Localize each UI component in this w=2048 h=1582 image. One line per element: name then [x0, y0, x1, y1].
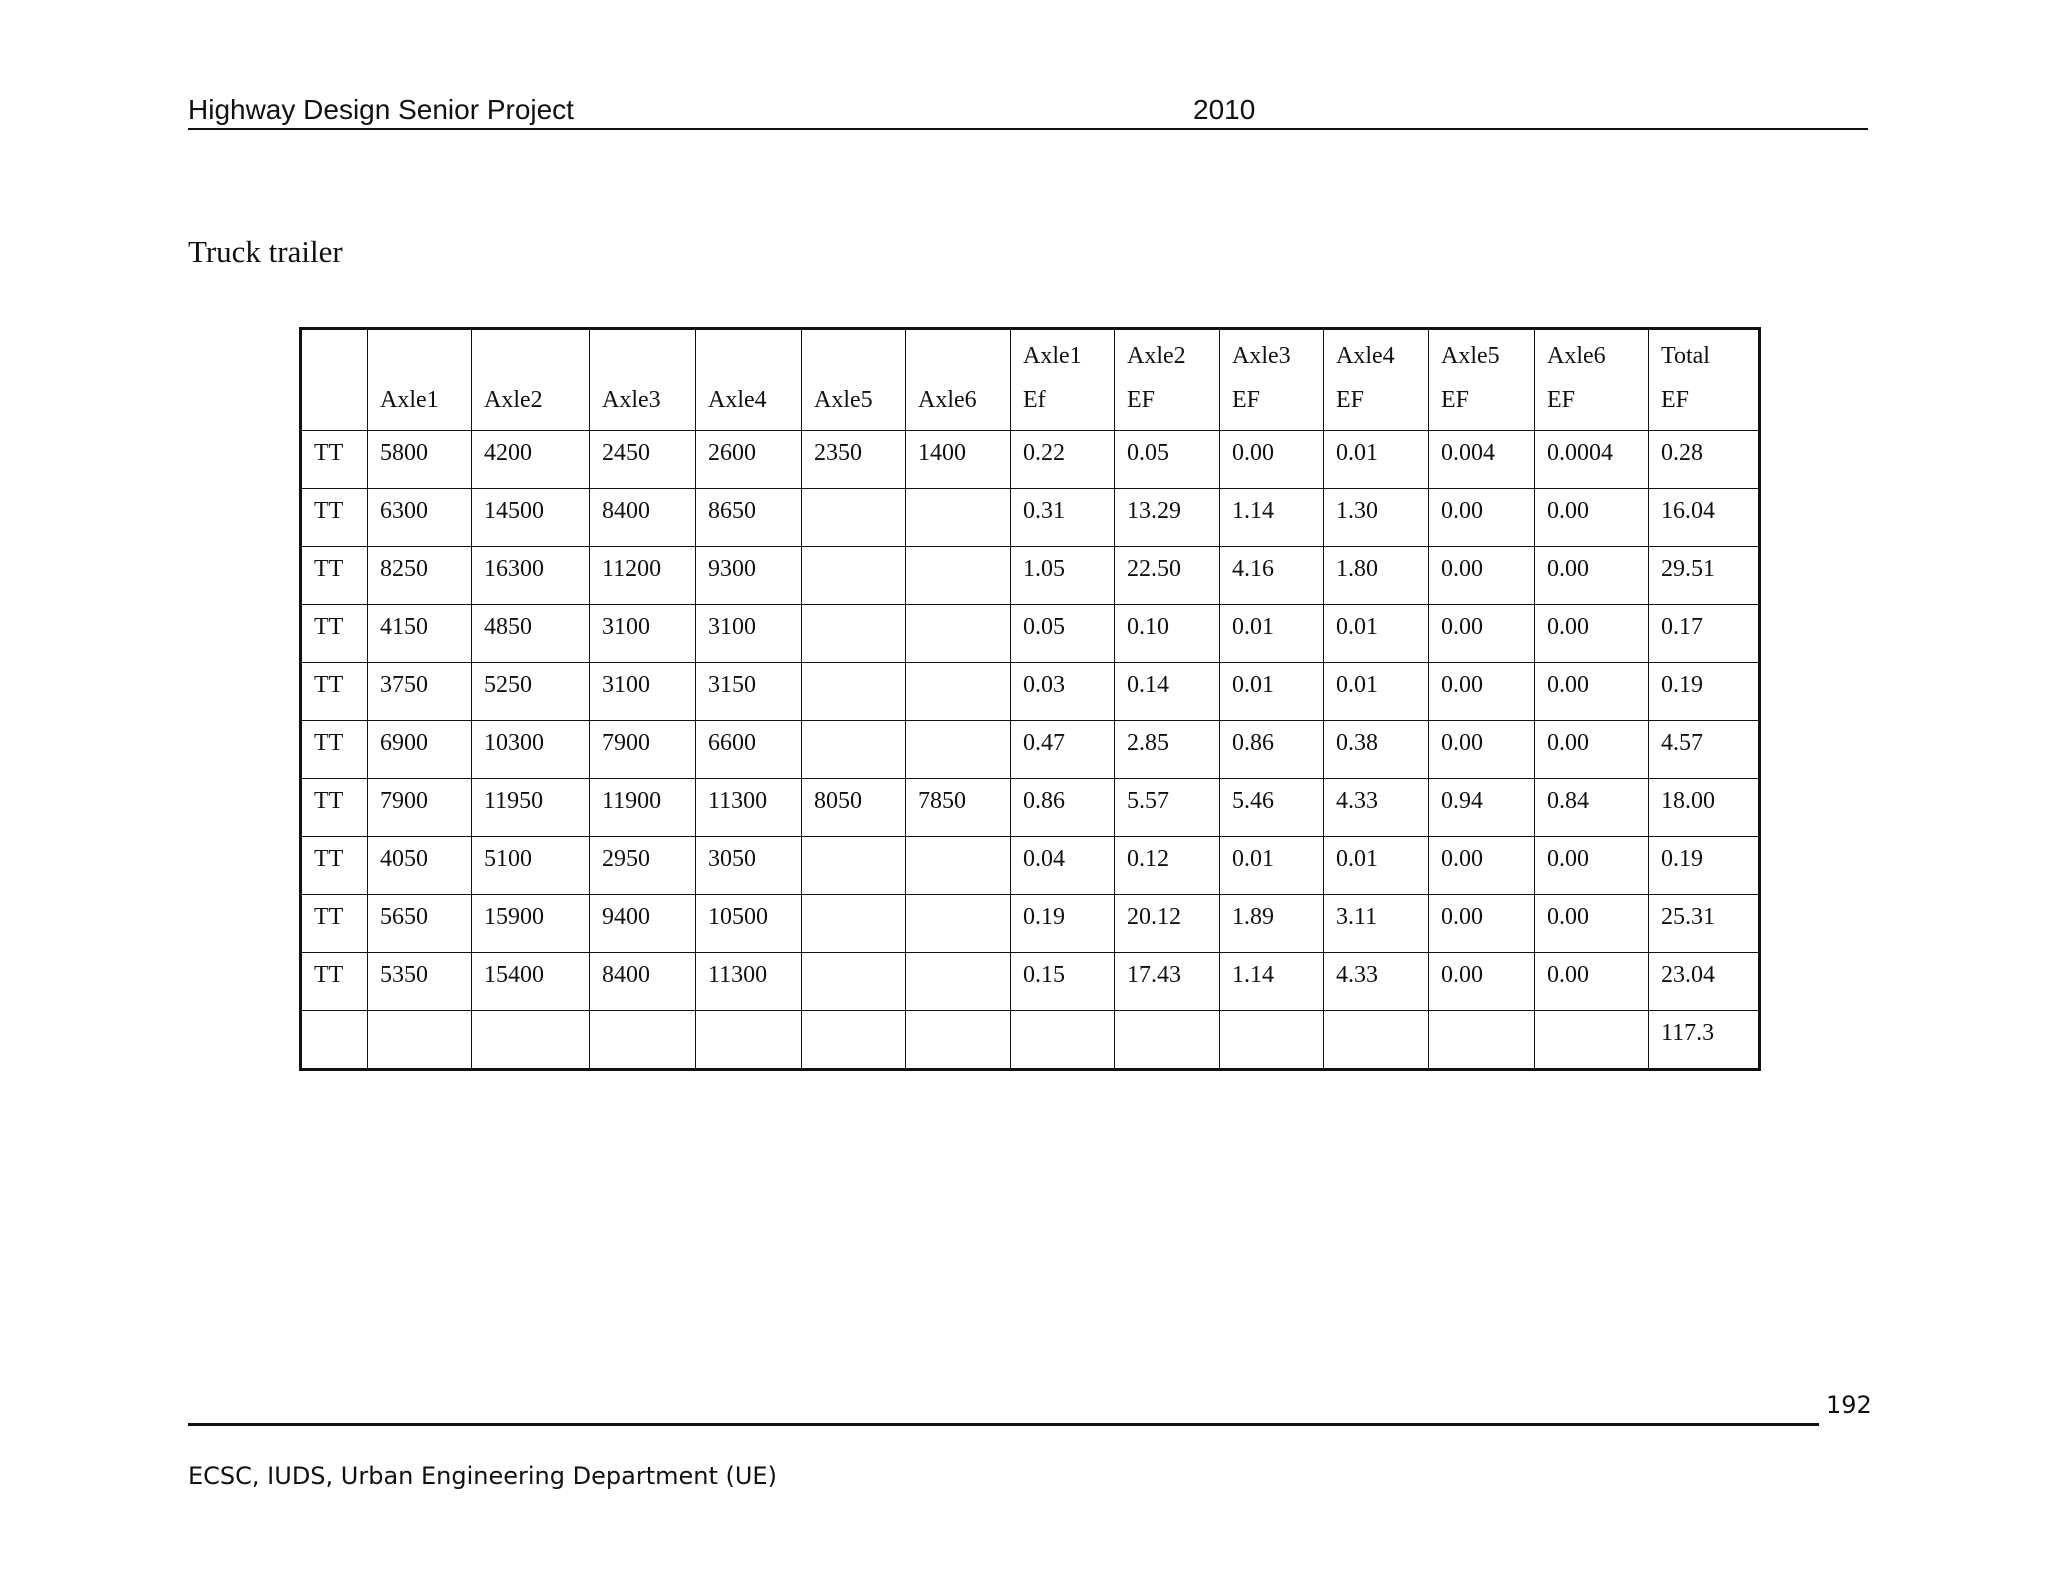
section-title: Truck trailer: [188, 234, 343, 269]
table-cell: 17.43: [1115, 953, 1220, 1011]
table-cell: 1.14: [1220, 953, 1324, 1011]
table-cell: 0.004: [1429, 431, 1535, 489]
table-cell: 0.00: [1535, 547, 1649, 605]
column-header-line1: [602, 334, 685, 378]
table-cell: 18.00: [1649, 779, 1760, 837]
table-cell: 0.00: [1429, 489, 1535, 547]
table-row: [301, 721, 1760, 779]
table-cell: 0.31: [1011, 489, 1115, 547]
table-cell: 0.00: [1535, 605, 1649, 663]
table-row: [301, 663, 1760, 721]
table-cell: 2350: [802, 431, 906, 489]
table-cell: [368, 1011, 472, 1070]
table-cell: 1400: [906, 431, 1011, 489]
table-cell: [802, 1011, 906, 1070]
table-cell: 0.10: [1115, 605, 1220, 663]
column-header: [472, 329, 590, 431]
table-cell: 5100: [472, 837, 590, 895]
table-cell: 0.19: [1649, 663, 1760, 721]
column-header-line1: [314, 334, 357, 378]
table-cell: [802, 663, 906, 721]
table-cell: 11300: [696, 779, 802, 837]
truck-trailer-table: [299, 327, 1761, 1071]
column-header-line1: [484, 334, 579, 378]
column-header: [368, 329, 472, 431]
table-row: [301, 953, 1760, 1011]
column-header: [1649, 329, 1760, 431]
table-cell: 8400: [590, 489, 696, 547]
table-cell: 6900: [368, 721, 472, 779]
table-cell: 0.00: [1429, 663, 1535, 721]
footer-department: ECSC, IUDS, Urban Engineering Department (UE): [188, 1462, 777, 1490]
table-cell: 10300: [472, 721, 590, 779]
table-cell: [802, 953, 906, 1011]
table-cell: 5.57: [1115, 779, 1220, 837]
table-cell: 25.31: [1649, 895, 1760, 953]
table-cell: TT: [301, 547, 368, 605]
table-cell: 0.04: [1011, 837, 1115, 895]
table-cell: TT: [301, 431, 368, 489]
table-cell: [1011, 1011, 1115, 1070]
column-header-line2: EF: [1232, 387, 1261, 413]
table-cell: 0.00: [1429, 895, 1535, 953]
table-cell: 0.17: [1649, 605, 1760, 663]
column-header-line1: Axle2: [1127, 343, 1186, 369]
table-cell: 11200: [590, 547, 696, 605]
table-cell: TT: [301, 837, 368, 895]
table-cell: 0.00: [1429, 547, 1535, 605]
table-cell: [802, 605, 906, 663]
table-cell: [301, 1011, 368, 1070]
table-cell: 0.00: [1535, 953, 1649, 1011]
table-cell: 3100: [590, 663, 696, 721]
column-header-line1: Axle6: [1547, 343, 1606, 369]
table-cell: 2950: [590, 837, 696, 895]
table-row: [301, 547, 1760, 605]
table-cell: 4850: [472, 605, 590, 663]
table-cell: 0.05: [1115, 431, 1220, 489]
table-cell: [906, 837, 1011, 895]
table-cell: TT: [301, 953, 368, 1011]
table-cell: 0.84: [1535, 779, 1649, 837]
table-cell: 2450: [590, 431, 696, 489]
table-cell: 4.16: [1220, 547, 1324, 605]
column-header: [1324, 329, 1429, 431]
column-header-line1: Axle4: [1336, 343, 1395, 369]
table-cell: 11300: [696, 953, 802, 1011]
table-cell: TT: [301, 663, 368, 721]
table-cell: 0.19: [1649, 837, 1760, 895]
table-cell: 7850: [906, 779, 1011, 837]
table-cell: 0.00: [1535, 721, 1649, 779]
table-cell: 16300: [472, 547, 590, 605]
table-cell: 14500: [472, 489, 590, 547]
table-cell: 4050: [368, 837, 472, 895]
table-cell: 8050: [802, 779, 906, 837]
table-cell: 0.05: [1011, 605, 1115, 663]
table-cell: 5800: [368, 431, 472, 489]
table-cell: 0.0004: [1535, 431, 1649, 489]
table-cell: TT: [301, 721, 368, 779]
column-header: [802, 329, 906, 431]
column-header-line2: Ef: [1023, 387, 1046, 413]
table-cell: [906, 547, 1011, 605]
table-cell: 0.14: [1115, 663, 1220, 721]
table-cell: 0.19: [1011, 895, 1115, 953]
header-divider: [188, 128, 1868, 130]
table-cell: 0.01: [1324, 431, 1429, 489]
table-cell: 8400: [590, 953, 696, 1011]
table-cell: 29.51: [1649, 547, 1760, 605]
table-cell: [906, 663, 1011, 721]
column-header-line2: EF: [1661, 387, 1690, 413]
table-cell: [906, 953, 1011, 1011]
table-cell: 5250: [472, 663, 590, 721]
table-cell: 0.00: [1429, 605, 1535, 663]
table-cell: 15400: [472, 953, 590, 1011]
table-cell: 3050: [696, 837, 802, 895]
table-cell: 16.04: [1649, 489, 1760, 547]
table-cell: 11950: [472, 779, 590, 837]
table-row: [301, 431, 1760, 489]
table-row: [301, 605, 1760, 663]
column-header: [590, 329, 696, 431]
table-cell: 0.01: [1220, 837, 1324, 895]
table-cell: 20.12: [1115, 895, 1220, 953]
table-cell: [802, 895, 906, 953]
table-cell: 0.00: [1535, 489, 1649, 547]
table-header-row: [301, 329, 1760, 431]
table-cell: 8250: [368, 547, 472, 605]
column-header-line2: Axle2: [484, 387, 543, 413]
table-cell: 0.15: [1011, 953, 1115, 1011]
table-cell: 4.33: [1324, 779, 1429, 837]
table-cell: 0.01: [1220, 663, 1324, 721]
table-cell: TT: [301, 489, 368, 547]
table-cell: [906, 895, 1011, 953]
footer-divider: [188, 1423, 1819, 1426]
table-cell: [802, 489, 906, 547]
column-header: [1011, 329, 1115, 431]
table-cell: 0.01: [1324, 605, 1429, 663]
column-header-line2: Axle5: [814, 387, 873, 413]
table-cell: 0.00: [1429, 953, 1535, 1011]
column-header: [1535, 329, 1649, 431]
table-cell: 6600: [696, 721, 802, 779]
table-cell: 1.05: [1011, 547, 1115, 605]
column-header-line1: [918, 334, 1000, 378]
column-header-line2: Axle6: [918, 387, 977, 413]
table-cell: 0.86: [1220, 721, 1324, 779]
table-cell: 0.38: [1324, 721, 1429, 779]
column-header-line1: Total: [1661, 343, 1710, 369]
table-cell: 0.94: [1429, 779, 1535, 837]
table-cell: 9400: [590, 895, 696, 953]
column-header-line2: Axle1: [380, 387, 439, 413]
table-cell: 0.00: [1535, 895, 1649, 953]
table-cell: 2600: [696, 431, 802, 489]
table-cell: 0.47: [1011, 721, 1115, 779]
table-cell: [802, 547, 906, 605]
table-cell: 0.12: [1115, 837, 1220, 895]
table-cell: 10500: [696, 895, 802, 953]
column-header-line1: [380, 334, 461, 378]
table-cell: 3.11: [1324, 895, 1429, 953]
running-header-title: Highway Design Senior Project: [188, 94, 574, 125]
column-header-line1: Axle3: [1232, 343, 1291, 369]
table-row: [301, 489, 1760, 547]
table-cell: [906, 489, 1011, 547]
column-header-line2: Axle4: [708, 387, 767, 413]
table-cell: 7900: [590, 721, 696, 779]
table-cell: [906, 721, 1011, 779]
table-cell: [1220, 1011, 1324, 1070]
table-cell: 5650: [368, 895, 472, 953]
table-cell: 0.01: [1324, 837, 1429, 895]
table-cell: TT: [301, 605, 368, 663]
table-cell: 4200: [472, 431, 590, 489]
column-header-line2: EF: [1441, 387, 1470, 413]
table-cell: TT: [301, 779, 368, 837]
column-header: [301, 329, 368, 431]
column-header-line1: Axle5: [1441, 343, 1500, 369]
table-row: [301, 837, 1760, 895]
table-row: [301, 779, 1760, 837]
table-cell: [1535, 1011, 1649, 1070]
table-row: [301, 895, 1760, 953]
column-header-line1: [814, 334, 895, 378]
column-header-line2: EF: [1127, 387, 1156, 413]
column-header-line1: Axle1: [1023, 343, 1082, 369]
table-cell: 3150: [696, 663, 802, 721]
table-cell: 0.00: [1535, 663, 1649, 721]
table-cell: 6300: [368, 489, 472, 547]
table-cell: 0.00: [1429, 837, 1535, 895]
table-cell: 1.80: [1324, 547, 1429, 605]
table-cell: [906, 605, 1011, 663]
column-header-line2: EF: [1547, 387, 1576, 413]
table-cell: [696, 1011, 802, 1070]
table-cell: 23.04: [1649, 953, 1760, 1011]
table-cell: 0.03: [1011, 663, 1115, 721]
table-cell: 3100: [696, 605, 802, 663]
table-cell: 13.29: [1115, 489, 1220, 547]
table-cell: [590, 1011, 696, 1070]
table-cell: [906, 1011, 1011, 1070]
table-cell: 4.33: [1324, 953, 1429, 1011]
table-row: [301, 1011, 1760, 1070]
table-cell: 5.46: [1220, 779, 1324, 837]
table-cell: 3750: [368, 663, 472, 721]
running-header-year: 2010: [1193, 94, 1256, 125]
table-cell: 3100: [590, 605, 696, 663]
table-cell: 5350: [368, 953, 472, 1011]
table-cell: 15900: [472, 895, 590, 953]
table-cell: 11900: [590, 779, 696, 837]
column-header-line2: EF: [1336, 387, 1365, 413]
table-cell: 0.00: [1535, 837, 1649, 895]
table-cell: 1.89: [1220, 895, 1324, 953]
column-header: [906, 329, 1011, 431]
page-number: 192: [1826, 1391, 1872, 1419]
table-cell: 0.00: [1220, 431, 1324, 489]
column-header: [1115, 329, 1220, 431]
table-cell: [802, 837, 906, 895]
column-header-line2: Axle3: [602, 387, 661, 413]
table-cell: 7900: [368, 779, 472, 837]
table-cell: [1429, 1011, 1535, 1070]
column-header: [1220, 329, 1324, 431]
column-header-line1: [708, 334, 791, 378]
table-cell: 8650: [696, 489, 802, 547]
table-cell: 2.85: [1115, 721, 1220, 779]
table-cell: [802, 721, 906, 779]
table-cell: [1324, 1011, 1429, 1070]
table-cell: 0.01: [1324, 663, 1429, 721]
table-cell: 4150: [368, 605, 472, 663]
column-header: [1429, 329, 1535, 431]
column-header: [696, 329, 802, 431]
table-cell: 0.00: [1429, 721, 1535, 779]
table-cell: 0.28: [1649, 431, 1760, 489]
table-cell: 4.57: [1649, 721, 1760, 779]
table-cell: 0.01: [1220, 605, 1324, 663]
table-cell: 0.22: [1011, 431, 1115, 489]
table-cell: 1.14: [1220, 489, 1324, 547]
table-cell: 1.30: [1324, 489, 1429, 547]
table-cell: TT: [301, 895, 368, 953]
table-cell: 0.86: [1011, 779, 1115, 837]
table-cell: 117.3: [1649, 1011, 1760, 1070]
table-cell: [1115, 1011, 1220, 1070]
table-cell: 9300: [696, 547, 802, 605]
table-cell: 22.50: [1115, 547, 1220, 605]
table-cell: [472, 1011, 590, 1070]
